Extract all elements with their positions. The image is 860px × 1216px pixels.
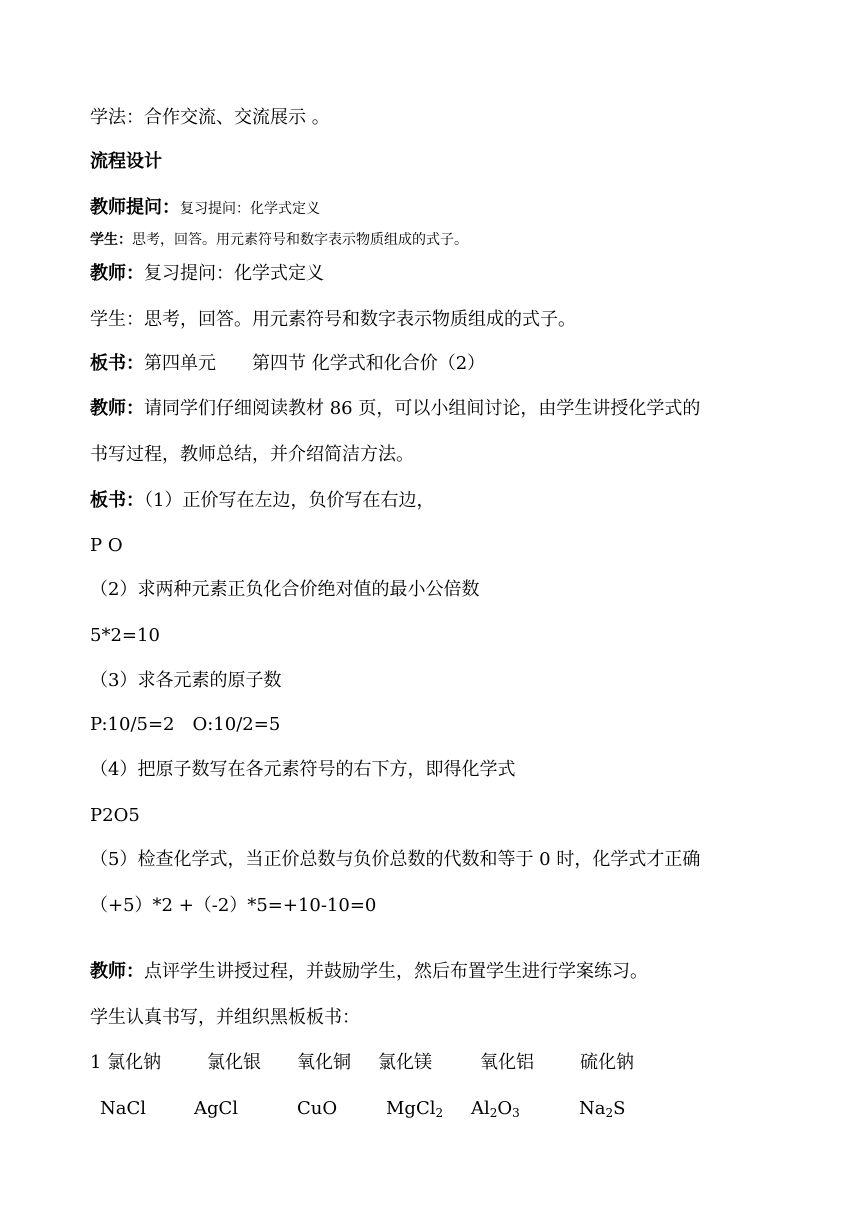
exercise-formula [100, 1097, 146, 1121]
board-title-line [90, 352, 485, 376]
formula-subscript: 2 [605, 1106, 614, 1120]
formula-part: Al [471, 1098, 490, 1119]
formula-subscript: 3 [512, 1106, 520, 1120]
teacher-question-text: 复习提问：化学式定义 [180, 201, 320, 217]
teacher-instruction-label: 教师： [90, 398, 144, 419]
teacher-review-label: 教师： [90, 961, 144, 982]
board-label: 板书： [90, 353, 144, 374]
exercise-formula [579, 1097, 625, 1121]
teacher-label: 教师： [90, 263, 144, 284]
method-line: 学法：合作交流、交流展示 。 [90, 107, 330, 128]
teacher-text: 复习提问：化学式定义 [144, 263, 324, 284]
formula-part: AgCl [194, 1098, 239, 1119]
teacher-instruction-text: 请同学们仔细阅读教材 86 页，可以小组间讨论，由学生讲授化学式的 [144, 398, 701, 419]
teacher-review-line [90, 960, 648, 984]
students-write-line: 学生认真书写，并组织黑板板书： [90, 1007, 360, 1028]
step2-line: （2）求两种元素正负化合价绝对值的最小公倍数 [90, 579, 480, 600]
board-rule-text: （1）正价写在左边，负价写在右边， [144, 490, 435, 511]
formula-part: S [613, 1098, 626, 1119]
formula-part: MgCl [386, 1098, 436, 1119]
board-rule-line [90, 489, 434, 513]
exercise-formula [297, 1097, 337, 1121]
exercise-name: 氯化银 [207, 1052, 261, 1073]
lcm-line: 5*2=10 [90, 625, 160, 646]
teacher-line [90, 262, 324, 286]
formula-part: Na [579, 1098, 606, 1119]
formula-part: NaCl [100, 1098, 147, 1119]
atoms-line: P:10/5=2 O:10/2=5 [90, 714, 281, 735]
p2o5-line: P2O5 [90, 805, 140, 826]
po-line: P O [90, 535, 123, 556]
exercise-name: 氧化铜 [297, 1052, 351, 1073]
exercise-formula [471, 1097, 520, 1121]
teacher-instruction-cont: 书写过程，教师总结，并介绍简洁方法。 [90, 444, 414, 465]
student-line: 学生：思考，回答。用元素符号和数字表示物质组成的式子。 [90, 309, 576, 330]
formula-subscript: 2 [489, 1106, 498, 1120]
formula-subscript: 2 [435, 1106, 444, 1120]
teacher-review-text: 点评学生讲授过程，并鼓励学生，然后布置学生进行学案练习。 [144, 961, 648, 982]
student-small-label: 学生： [90, 232, 132, 248]
step5-line: （5）检查化学式，当正价总数与负价总数的代数和等于 0 时，化学式才正确 [90, 849, 701, 870]
teacher-question-label: 教师提问： [90, 197, 180, 218]
exercise-name: 硫化钠 [580, 1052, 634, 1073]
student-small-line [90, 230, 468, 250]
step3-line: （3）求各元素的原子数 [90, 670, 282, 691]
formula-part: O [497, 1098, 513, 1119]
exercise-name: 氧化铝 [480, 1052, 534, 1073]
exercise-name: 氯化镁 [378, 1052, 432, 1073]
check-line: （+5）*2 +（-2）*5=+10-10=0 [90, 895, 377, 916]
teacher-question-line [90, 196, 320, 220]
board-title-text: 第四单元 第四节 化学式和化合价（2） [144, 353, 486, 374]
flow-title: 流程设计 [90, 151, 162, 172]
exercise-formula [194, 1097, 238, 1121]
board-rule-label: 板书： [90, 490, 144, 511]
exercise-formula [386, 1097, 443, 1121]
student-small-text: 思考，回答。用元素符号和数字表示物质组成的式子。 [132, 232, 468, 248]
formula-part: CuO [297, 1098, 338, 1119]
exercise-name: 1 氯化钠 [90, 1052, 162, 1073]
step4-line: （4）把原子数写在各元素符号的右下方，即得化学式 [90, 759, 516, 780]
teacher-instruction-line [90, 397, 700, 421]
